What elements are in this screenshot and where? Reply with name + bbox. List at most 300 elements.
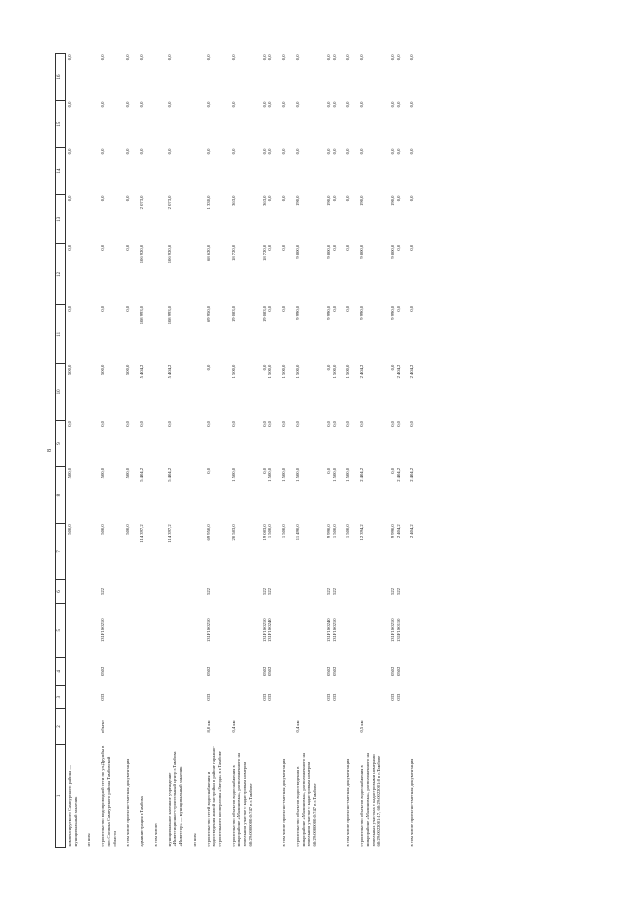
cell-col-16: 0,0 0,0 (261, 54, 273, 61)
cell-col-9: 0,0 (125, 421, 131, 427)
cell-col-15: 0,0 (359, 101, 365, 108)
cell-col-1: из них: (191, 832, 197, 847)
cell-col-9: 0,0 (294, 421, 300, 427)
cell-col-3: 033 033 (389, 693, 401, 701)
cell-col-4 (124, 657, 132, 685)
cell-col-3 (166, 685, 185, 708)
cell-col-9: 0,0 (139, 421, 145, 427)
cell-col-10: 0,0 (205, 364, 211, 371)
cell-col-12: 9 800,0 0,0 (389, 244, 401, 259)
cell-col-3 (85, 685, 93, 708)
cell-col-14: 0,0 (409, 148, 415, 155)
cell-col-11: 0,0 (100, 305, 106, 312)
cell-col-12 (85, 244, 93, 305)
cell-col-1: в том числе проектно-сметная документация (409, 758, 415, 847)
cell-col-12 (152, 244, 160, 305)
cell-col-7: 500,0 (100, 524, 106, 535)
cell-col-5 (408, 603, 416, 657)
cell-col-5 (358, 603, 383, 657)
cell-col-7 (85, 523, 93, 579)
cell-col-1 (389, 744, 402, 847)
cell-col-8: 0,0 1 500,0 (325, 467, 337, 482)
cell-col-8: 0,0 1 500,0 (261, 467, 273, 482)
cell-col-14: 0,0 0,0 (389, 148, 401, 155)
table-row (358, 54, 383, 848)
cell-col-15 (152, 101, 160, 148)
cell-col-8: 500,0 (125, 467, 131, 479)
cell-col-15: 0,0 (230, 101, 236, 108)
column-number-16: 16 (56, 54, 66, 101)
cell-col-9: 0,0 (166, 421, 172, 427)
cell-col-8: 0,0 2 404,2 (389, 467, 401, 482)
cell-col-14: 0,0 (359, 148, 365, 155)
cell-col-4: 0502 0502 (325, 666, 337, 676)
cell-col-16: 0,0 (359, 54, 365, 61)
table-row (205, 54, 224, 848)
cell-col-13: 0,0 (409, 195, 415, 202)
cell-col-5 (166, 603, 185, 657)
cell-col-2 (325, 709, 338, 744)
cell-col-2 (66, 709, 80, 744)
cell-col-2: 0,5 км (359, 720, 365, 733)
cell-col-2 (280, 709, 288, 744)
cell-col-6 (124, 580, 132, 603)
cell-col-16 (152, 54, 160, 101)
cell-col-7: 11 490,0 (294, 524, 300, 541)
column-number-14: 14 (56, 148, 66, 195)
cell-col-3 (230, 685, 255, 708)
cell-col-6: 522 522 (261, 588, 273, 595)
cell-col-2: 0,4 км (230, 720, 236, 733)
cell-col-16: 0,0 (67, 54, 72, 61)
cell-col-6 (280, 580, 288, 603)
cell-col-1: в том числе: (152, 822, 158, 847)
cell-col-5 (294, 603, 319, 657)
cell-col-12: 0,0 (281, 244, 287, 251)
cell-col-9: 0,0 (67, 421, 72, 427)
cell-col-6: 522 522 (389, 588, 401, 595)
page-number: 8 (47, 449, 53, 452)
cell-col-4: 0502 0502 (389, 666, 401, 676)
cell-col-14: 0,0 (230, 148, 236, 155)
cell-col-16: 0,0 (409, 54, 415, 61)
cell-col-15: 0,0 (166, 101, 172, 108)
cell-col-9 (191, 420, 199, 467)
cell-col-7: 12 394,2 (359, 524, 365, 541)
column-number-9: 9 (56, 420, 66, 467)
cell-col-4 (138, 657, 146, 685)
table-row (191, 54, 199, 848)
cell-col-8: 1 500,0 (281, 467, 287, 482)
cell-col-1: строительство объектов водоснабжения в микрорайоне «Малиновка», расположенного на земельных участках с кадастровыми номерами 68:29:0022001:17, 68:29:0022001:8 в г.Тамбове (359, 753, 382, 847)
cell-col-3: 033 033 (261, 693, 273, 701)
cell-col-8: 500,0 (67, 467, 72, 479)
cell-col-1: муниципальное казенное учреждение «Инвестиционно-строительный центр г.Тамбова «Инвестор» — муниципальный заказчик (166, 751, 184, 847)
cell-col-13: 0,0 (345, 195, 351, 202)
cell-col-6 (152, 580, 160, 603)
column-number-5: 5 (56, 603, 66, 657)
cell-col-12: 68 620,0 (205, 244, 211, 261)
cell-col-14: 0,0 (281, 148, 287, 155)
cell-col-4 (408, 657, 416, 685)
cell-col-8 (191, 467, 199, 523)
cell-col-13: 190,0 (294, 195, 300, 206)
cell-col-7: 9 990,0 1 500,0 (325, 524, 337, 539)
cell-col-16 (85, 54, 93, 101)
column-number-3: 3 (56, 685, 66, 708)
cell-col-1 (325, 744, 338, 847)
cell-col-5 (138, 603, 146, 657)
cell-col-8: 1 500,0 (294, 467, 300, 482)
cell-col-4: 0502 0502 (261, 666, 273, 676)
cell-col-1: строительство объектов водоотведения в микрорайоне «Малиновка», расположенного на земельном участке с кадастровым номером 68:29:0000000:0:747 в г.Тамбове (294, 753, 318, 847)
cell-col-12 (191, 244, 199, 305)
table-row (408, 54, 416, 848)
cell-col-10: 1 500,0 (294, 364, 300, 379)
cell-col-11: 108 993,0 (166, 305, 172, 325)
cell-col-13: 0,0 (100, 195, 106, 202)
cell-col-2 (166, 709, 185, 744)
cell-col-14: 0,0 0,0 (261, 148, 273, 155)
column-number-row (56, 54, 66, 848)
cell-col-7 (191, 523, 199, 579)
cell-col-1: строительство сетей водоснабжения и водоотведения жилой застройки в районе гаражно-строительного кооператива «Звезда» в г.Тамбове (205, 746, 223, 847)
table-row (280, 54, 288, 848)
cell-col-6 (191, 580, 199, 603)
cell-col-1: администрация г.Тамбова (139, 796, 145, 847)
cell-col-16: 0,0 (281, 54, 287, 61)
cell-col-7: 1 500,0 (345, 524, 351, 539)
cell-col-16: 0,0 (125, 54, 131, 61)
cell-col-9 (152, 420, 160, 467)
cell-col-12: 0,0 (100, 244, 106, 251)
cell-col-1: строительство объектов водоснабжения в микрорайоне «Малиновка», расположенного на земельном участке с кадастровым номером 68:29:0000000:0:747 в г.Тамбове (230, 753, 253, 847)
cell-col-7: 19 083,0 1 500,0 (261, 524, 273, 541)
cell-col-14: 0,0 0,0 (325, 148, 337, 155)
column-number-1: 1 (56, 744, 66, 847)
cell-col-11: 9 990,0 (294, 305, 300, 320)
cell-col-16: 0,0 (100, 54, 106, 61)
cell-col-16: 0,0 0,0 (325, 54, 337, 61)
cell-col-14: 0,0 (166, 148, 172, 155)
cell-col-6 (166, 580, 185, 603)
cell-col-7: 114 397,2 (166, 524, 172, 543)
cell-col-1: строительство водопроводной сети по ул.Дружбы в пос.Сатинка Сампурского района Тамбовской области (100, 745, 117, 847)
cell-col-9: 0,0 (409, 421, 415, 427)
cell-col-15: 0,0 0,0 (325, 101, 337, 108)
cell-col-13: 2 073,0 (139, 195, 145, 210)
cell-col-10: 5 404,2 (139, 364, 145, 379)
cell-col-10: 1 500,0 (345, 364, 351, 379)
column-number-13: 13 (56, 195, 66, 244)
cell-col-14: 0,0 (100, 148, 106, 155)
cell-col-10 (85, 364, 93, 420)
cell-col-9: 0,0 (100, 421, 106, 427)
column-number-15: 15 (56, 101, 66, 148)
cell-col-12: 0,0 (67, 244, 72, 251)
cell-col-6 (85, 580, 93, 603)
table-row (85, 54, 93, 848)
cell-col-6: 522 522 (325, 588, 337, 595)
cell-col-3 (152, 685, 160, 708)
cell-col-7: 1 500,0 (281, 524, 287, 539)
cell-col-3: 033 (205, 693, 211, 701)
cell-col-5 (344, 603, 352, 657)
cell-col-16: 0,0 (166, 54, 172, 61)
cell-col-3 (124, 685, 132, 708)
cell-col-6 (294, 580, 319, 603)
cell-col-13 (152, 195, 160, 244)
cell-col-15: 0,0 (409, 101, 415, 108)
cell-col-8: 2 404,2 (409, 467, 415, 482)
cell-col-4 (344, 657, 352, 685)
cell-col-7: 20 583,0 (230, 524, 236, 541)
cell-col-1: в том числе проектно-сметная документация (125, 758, 131, 847)
cell-col-10: 500,0 (67, 364, 72, 375)
cell-col-11: 0,0 (281, 305, 287, 312)
cell-col-2 (261, 709, 274, 744)
cell-col-16: 0,0 (345, 54, 351, 61)
cell-col-11: 9 990,0 (359, 305, 365, 320)
table-row (325, 54, 338, 848)
cell-col-5: 131F1S0210 131F1S0240 (261, 618, 273, 642)
table-row (152, 54, 160, 848)
cell-col-1: компенсируемого Сампурского района — муниципальный заказчик (67, 765, 78, 847)
cell-col-6 (230, 580, 255, 603)
cell-col-9: 0,0 0,0 (389, 421, 401, 427)
cell-col-7: 114 397,2 (139, 524, 145, 543)
cell-col-7: 69 950,0 (205, 524, 211, 541)
column-number-2: 2 (56, 709, 66, 744)
cell-col-6 (66, 580, 80, 603)
cell-col-10: 1 500,0 (281, 364, 287, 379)
cell-col-2 (191, 709, 199, 744)
cell-col-7 (152, 523, 160, 579)
cell-col-13: 0,0 (281, 195, 287, 202)
table-row (138, 54, 146, 848)
cell-col-11 (85, 305, 93, 364)
cell-col-12: 106 920,0 (139, 244, 145, 264)
table-row (294, 54, 319, 848)
column-number-4: 4 (56, 657, 66, 685)
cell-col-15: 0,0 (100, 101, 106, 108)
cell-col-15 (191, 101, 199, 148)
cell-col-8 (85, 467, 93, 523)
cell-col-15: 0,0 (139, 101, 145, 108)
cell-col-2: 8,0 км (205, 720, 211, 733)
cell-col-4 (280, 657, 288, 685)
cell-col-11: 9 990,0 0,0 (325, 305, 337, 320)
cell-col-11 (152, 305, 160, 364)
cell-col-15: 0,0 0,0 (261, 101, 273, 108)
cell-col-4 (152, 657, 160, 685)
cell-col-3 (408, 685, 416, 708)
cell-col-14 (85, 148, 93, 195)
cell-col-13: 1 330,0 (205, 195, 211, 210)
cell-col-15: 0,0 0,0 (389, 101, 401, 108)
cell-col-15: 0,0 (294, 101, 300, 108)
table-row (230, 54, 255, 848)
cell-col-12: 18 720,0 0,0 (261, 244, 273, 261)
cell-col-7: 9 990,0 2 404,2 (389, 524, 401, 539)
cell-col-11: 9 990,0 0,0 (389, 305, 401, 320)
cell-col-13: 0,0 (125, 195, 131, 202)
cell-col-4 (230, 657, 255, 685)
cell-col-3 (294, 685, 319, 708)
cell-col-13 (85, 195, 93, 244)
column-number-10: 10 (56, 364, 66, 420)
cell-col-13: 363,0 (230, 195, 236, 206)
cell-col-11: 19 083,0 0,0 (261, 305, 273, 322)
cell-col-5: 131F1S0210 (100, 618, 106, 642)
cell-col-2 (152, 709, 160, 744)
cell-col-2 (389, 709, 402, 744)
table-row (66, 54, 80, 848)
cell-col-4 (166, 657, 185, 685)
cell-col-9 (85, 420, 93, 467)
cell-col-16: 0,0 (294, 54, 300, 61)
cell-col-16: 0,0 (230, 54, 236, 61)
cell-col-8: 5 404,2 (139, 467, 145, 482)
cell-col-8: 1 500,0 (230, 467, 236, 482)
table-row (344, 54, 352, 848)
cell-col-6 (344, 580, 352, 603)
cell-col-4 (294, 657, 319, 685)
cell-col-13: 190,0 (359, 195, 365, 206)
cell-col-5 (152, 603, 160, 657)
cell-col-13: 363,0 0,0 (261, 195, 273, 206)
cell-col-11: 19 083,0 (230, 305, 236, 322)
cell-col-8: 5 404,2 (166, 467, 172, 482)
cell-col-1 (261, 744, 274, 847)
cell-col-12: 9 800,0 (294, 244, 300, 259)
cell-col-2 (124, 709, 132, 744)
cell-col-3 (191, 685, 199, 708)
cell-col-8 (152, 467, 160, 523)
cell-col-11: 0,0 (67, 305, 72, 312)
cell-col-7: 500,0 (125, 524, 131, 535)
cell-col-10: 5 404,2 (166, 364, 172, 379)
cell-col-12: 9 800,0 0,0 (325, 244, 337, 259)
cell-col-8: 1 500,0 (345, 467, 351, 482)
cell-col-3: 033 033 (325, 693, 337, 701)
cell-col-6 (138, 580, 146, 603)
cell-col-14: 0,0 (139, 148, 145, 155)
cell-col-11: 108 993,0 (139, 305, 145, 325)
cell-col-1: в том числе проектно-сметная документация (345, 758, 351, 847)
cell-col-7: 2 404,2 (409, 524, 415, 539)
cell-col-14: 0,0 (294, 148, 300, 155)
cell-col-10 (152, 364, 160, 420)
cell-col-10: 0,0 1 500,0 (261, 364, 273, 379)
cell-col-2 (138, 709, 146, 744)
cell-col-1: из них: (86, 832, 92, 847)
table-row (166, 54, 185, 848)
cell-col-4: 0502 (205, 666, 211, 676)
cell-col-6 (358, 580, 383, 603)
column-number-12: 12 (56, 244, 66, 305)
cell-col-4 (358, 657, 383, 685)
cell-col-13 (191, 195, 199, 244)
cell-col-5: 131F1S0240 131F1S0210 (325, 618, 337, 642)
cell-col-3 (66, 685, 80, 708)
column-number-7: 7 (56, 523, 66, 579)
cell-col-12: 9 800,0 (359, 244, 365, 259)
cell-col-10: 1 500,0 (230, 364, 236, 379)
cell-col-5 (124, 603, 132, 657)
cell-col-11: 0,0 (345, 305, 351, 312)
cell-col-10: 2 404,2 (409, 364, 415, 379)
cell-col-11 (191, 305, 199, 364)
cell-col-15 (85, 101, 93, 148)
cell-col-5 (280, 603, 288, 657)
cell-col-10: 2 404,2 (359, 364, 365, 379)
cell-col-12: 0,0 (125, 244, 131, 251)
row-spacer (416, 54, 422, 848)
cell-col-2 (85, 709, 93, 744)
cell-col-6: 522 (205, 588, 211, 595)
cell-col-5 (230, 603, 255, 657)
cell-col-10: 500,0 (100, 364, 106, 375)
cell-col-14: 0,0 (205, 148, 211, 155)
cell-col-16 (191, 54, 199, 101)
cell-col-2: объект (100, 719, 106, 734)
cell-col-12: 0,0 (345, 244, 351, 251)
cell-col-3 (280, 685, 288, 708)
cell-col-10: 500,0 (125, 364, 131, 375)
cell-col-9: 0,0 (281, 421, 287, 427)
cell-col-4 (85, 657, 93, 685)
cell-col-3 (138, 685, 146, 708)
cell-col-16: 0,0 (205, 54, 211, 61)
table-body (66, 54, 423, 848)
cell-col-10: 0,0 2 404,2 (389, 364, 401, 379)
cell-col-12: 106 920,0 (166, 244, 172, 264)
cell-col-9: 0,0 (359, 421, 365, 427)
cell-col-10: 0,0 1 500,0 (325, 364, 337, 379)
cell-col-4 (191, 657, 199, 685)
cell-col-12: 0,0 (409, 244, 415, 251)
cell-col-8: 0,0 (205, 467, 211, 474)
cell-col-9: 0,0 (345, 421, 351, 427)
cell-col-14 (152, 148, 160, 195)
cell-col-3 (344, 685, 352, 708)
cell-col-4: 0502 (100, 666, 106, 676)
cell-col-9: 0,0 (205, 421, 211, 427)
cell-col-13: 190,0 0,0 (325, 195, 337, 206)
column-number-6: 6 (56, 580, 66, 603)
cell-col-14: 0,0 (67, 148, 72, 155)
column-number-8: 8 (56, 467, 66, 523)
budget-table (55, 53, 422, 848)
cell-col-5 (85, 603, 93, 657)
cell-col-13: 2 073,0 (166, 195, 172, 210)
cell-col-13: 0,0 (67, 195, 72, 202)
cell-col-8: 2 404,2 (359, 467, 365, 482)
cell-col-16: 0,0 (139, 54, 145, 61)
cell-col-3: 033 (100, 693, 106, 701)
cell-col-9: 0,0 0,0 (261, 421, 273, 427)
cell-col-14: 0,0 (345, 148, 351, 155)
table-row (389, 54, 402, 848)
cell-col-6: 522 (100, 588, 106, 595)
cell-col-1: в том числе проектно-сметная документация (281, 758, 287, 847)
cell-col-2 (344, 709, 352, 744)
cell-col-14: 0,0 (125, 148, 131, 155)
rotated-table-area (47, 53, 635, 848)
column-number-11: 11 (56, 305, 66, 364)
cell-col-10 (191, 364, 199, 420)
